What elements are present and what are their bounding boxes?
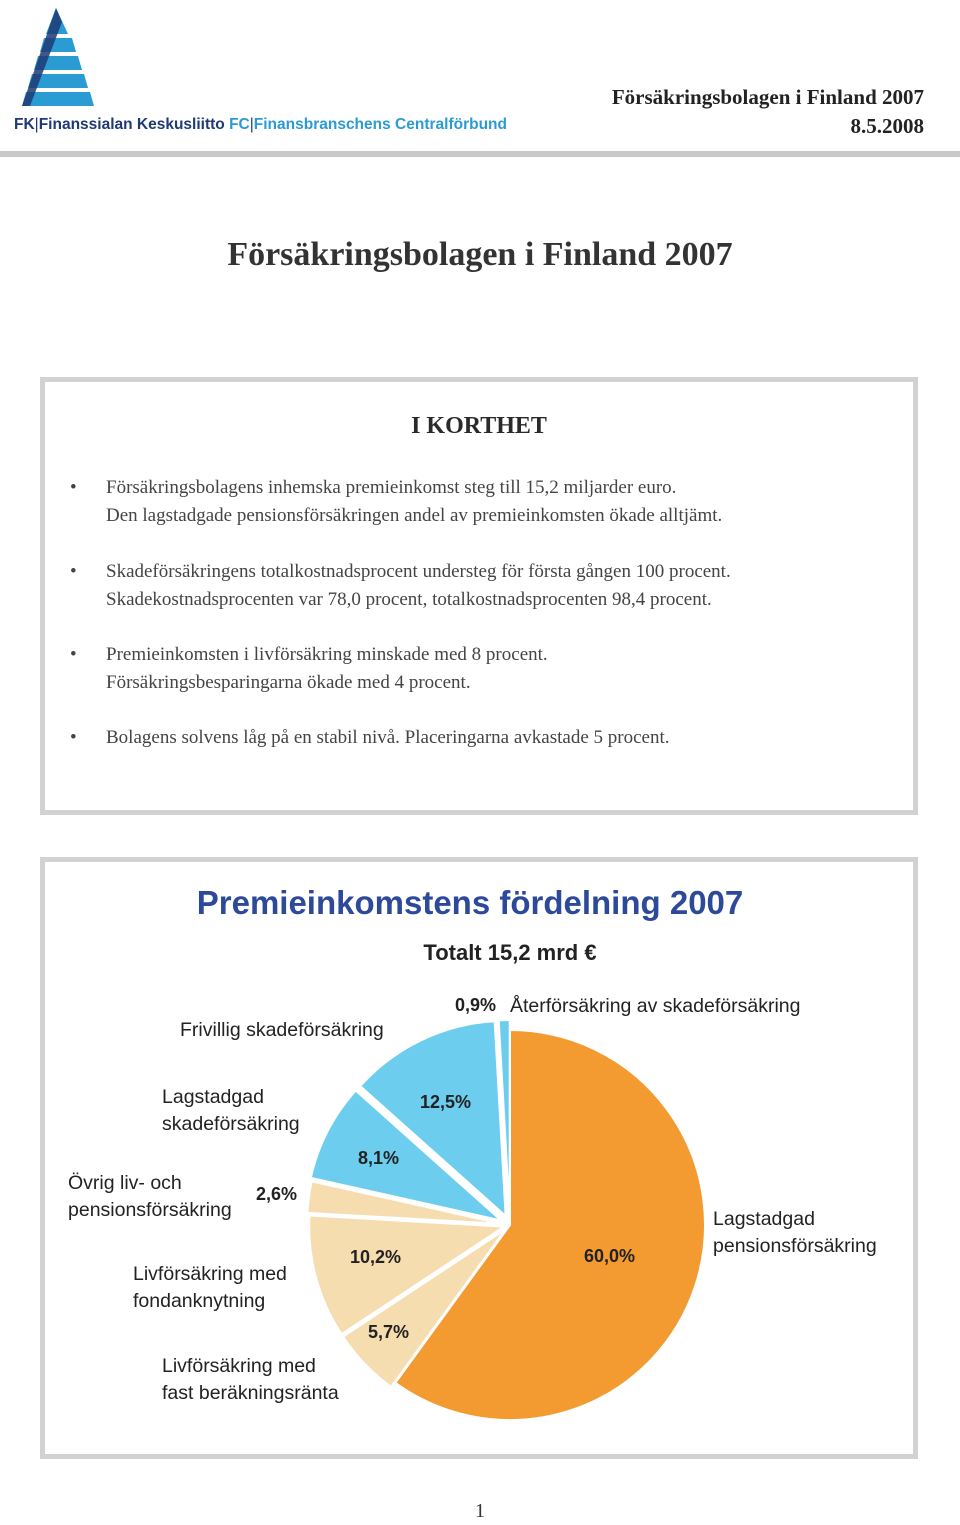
summary-line: Premieinkomsten i livförsäkring minskade med 8 procent. <box>106 644 548 665</box>
summary-line: Försäkringsbesparingarna ökade med 4 procent. <box>106 672 471 693</box>
slice-label-ovrig-liv: Övrig liv- och pensionsförsäkring <box>68 1172 232 1221</box>
slice-label-lagstadgad-skade: Lagstadgad skadeförsäkring <box>162 1086 300 1135</box>
separator: | <box>249 116 254 133</box>
slice-value: 10,2% <box>350 1247 402 1267</box>
org-fc-name: Finansbranschens Centralförbund <box>253 116 507 133</box>
slice-value: 0,9% <box>455 995 497 1015</box>
bullet-icon: • <box>70 477 77 498</box>
slice-label-livforsakring-fond: Livförsäkring med fondanknytning <box>133 1263 287 1312</box>
chart-title: Premieinkomstens fördelning 2007 <box>196 884 744 921</box>
summary-heading: I KORTHET <box>411 413 547 439</box>
page-title: Försäkringsbolagen i Finland 2007 <box>227 236 733 273</box>
slice-label-aterforsakring: Återförsäkring av skadeförsäkring <box>510 995 801 1017</box>
header-date: 8.5.2008 <box>850 114 924 138</box>
slice-value: 2,6% <box>256 1184 298 1204</box>
org-fk-name: Finanssialan Keskusliitto <box>38 116 225 133</box>
slice-value: 60,0% <box>584 1246 636 1266</box>
page-number: 1 <box>475 1500 485 1522</box>
chart-subtitle: Totalt 15,2 mrd € <box>423 940 597 965</box>
header-document-title: Försäkringsbolagen i Finland 2007 <box>611 85 924 109</box>
slice-label-livforsakring-fast: Livförsäkring med fast beräkningsränta <box>162 1355 339 1404</box>
summary-line: Bolagens solvens låg på en stabil nivå. Placeringarna avkastade 5 procent. <box>106 727 670 748</box>
summary-line: Försäkringsbolagens inhemska premieinkomst steg till 15,2 miljarder euro. <box>106 477 677 498</box>
slice-value: 12,5% <box>420 1092 472 1112</box>
bullet-icon: • <box>70 644 77 665</box>
bullet-icon: • <box>70 727 77 748</box>
separator: | <box>34 116 39 133</box>
summary-line: Skadeförsäkringens totalkostnadsprocent understeg för första gången 100 procent. <box>106 561 731 582</box>
slice-value: 8,1% <box>358 1148 400 1168</box>
slice-label-frivillig-skade: Frivillig skadeförsäkring <box>180 1019 384 1041</box>
bullet-icon: • <box>70 561 77 582</box>
summary-line: Skadekostnadsprocenten var 78,0 procent, totalkostnadsprocenten 98,4 procent. <box>106 589 712 610</box>
org-fc-abbr: FC <box>229 116 250 133</box>
slice-value: 5,7% <box>368 1322 410 1342</box>
summary-line: Den lagstadgade pensionsförsäkringen andel av premieinkomsten ökade alltjämt. <box>106 505 723 526</box>
org-fk-abbr: FK <box>14 116 35 133</box>
slice-label-lagstadgad-pension: Lagstadgad pensionsförsäkring <box>713 1208 877 1257</box>
